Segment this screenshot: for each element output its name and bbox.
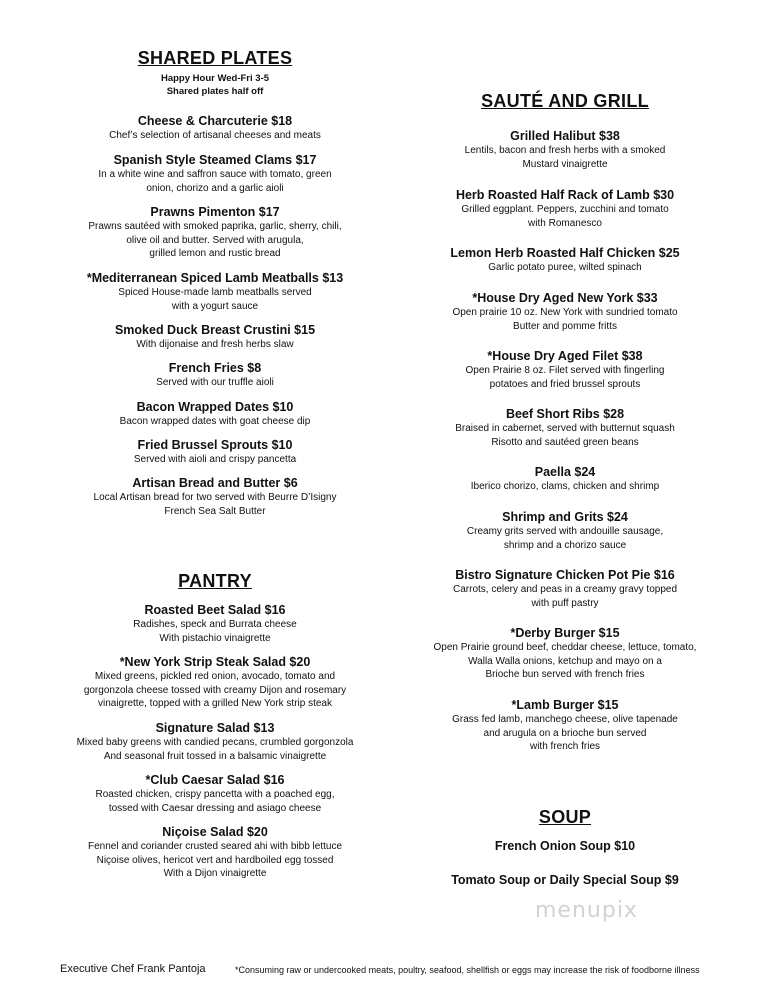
- menu-item: [400, 245, 730, 275]
- item-desc: Served with our truffle aioli: [156, 377, 274, 388]
- item-desc: with Romanesco: [528, 217, 602, 229]
- item-name: Lemon Herb Roasted Half Chicken $25: [450, 246, 680, 260]
- item-name: Tomato Soup or Daily Special Soup $9: [451, 873, 679, 887]
- watermark-logo: menupix: [535, 898, 638, 923]
- menu-item: [40, 152, 390, 195]
- item-desc: Grass fed lamb, manchego cheese, olive tapenade: [452, 714, 678, 725]
- menu-item: [40, 824, 390, 881]
- item-name: Paella $24: [534, 465, 596, 479]
- menu-item: [400, 567, 730, 610]
- menu-item: [400, 187, 730, 230]
- item-desc: olive oil and butter. Served with arugula,: [126, 234, 304, 246]
- item-desc: gorgonzola cheese tossed with creamy Dijon and rosemary: [83, 684, 347, 696]
- menu-item: [40, 437, 390, 467]
- menu-item: [400, 509, 730, 552]
- item-name: *Derby Burger $15: [510, 626, 620, 640]
- footer-chef: Executive Chef Frank Pantoja: [60, 963, 206, 975]
- item-name: Roasted Beet Salad $16: [144, 603, 286, 617]
- item-desc: vinaigrette, topped with a grilled New York strip steak: [97, 698, 332, 709]
- item-desc: with puff pastry: [531, 597, 599, 609]
- item-name: Cheese & Charcuterie $18: [137, 114, 293, 128]
- item-name: *New York Strip Steak Salad $20: [119, 655, 311, 669]
- item-desc: And seasonal fruit tossed in a balsamic vinaigrette: [103, 750, 327, 762]
- item-desc: Niçoise olives, hericot vert and hardboiled egg tossed: [96, 854, 334, 866]
- menu-item: [40, 602, 390, 645]
- menu-item: [400, 464, 730, 494]
- left-column: [40, 0, 390, 994]
- item-desc: Butter and pomme fritts: [513, 320, 617, 332]
- item-desc: Open Prairie 8 oz. Filet served with fingerling: [465, 365, 665, 376]
- item-desc: Garlic potato puree, wilted spinach: [488, 262, 642, 273]
- item-desc: Spiced House-made lamb meatballs served: [118, 287, 312, 298]
- item-name: Grilled Halibut $38: [510, 129, 620, 143]
- item-desc: Fennel and coriander crusted seared ahi with bibb lettuce: [87, 841, 343, 852]
- item-name: Artisan Bread and Butter $6: [132, 476, 298, 490]
- menu-item: [400, 625, 730, 682]
- item-desc: French Sea Salt Butter: [164, 505, 266, 517]
- menu-item: [40, 322, 390, 352]
- item-name: Herb Roasted Half Rack of Lamb $30: [455, 188, 675, 202]
- item-desc: With dijonaise and fresh herbs slaw: [136, 339, 294, 350]
- menu-item: [400, 406, 730, 449]
- section-title-saute-grill: SAUTÉ AND GRILL: [481, 91, 649, 111]
- section-title-shared-plates: SHARED PLATES: [137, 48, 293, 68]
- item-desc: Served with aioli and crispy pancetta: [133, 454, 297, 465]
- item-desc: Radishes, speck and Burrata cheese: [133, 619, 297, 630]
- item-name: *House Dry Aged New York $33: [472, 291, 658, 305]
- item-desc: Local Artisan bread for two served with Beurre D’Isigny: [93, 492, 337, 503]
- soup-section: [400, 807, 730, 828]
- menu-item: [40, 399, 390, 429]
- menu-item: [400, 872, 730, 888]
- item-name: *Club Caesar Salad $16: [145, 773, 285, 787]
- shared-plates-section: [40, 48, 390, 98]
- item-name: Signature Salad $13: [155, 721, 275, 735]
- item-desc: with a yogurt sauce: [171, 300, 259, 312]
- happy-hour-note: Happy Hour Wed-Fri 3-5: [160, 73, 270, 84]
- item-desc: Mustard vinaigrette: [522, 158, 608, 170]
- item-desc: onion, chorizo and a garlic aioli: [146, 182, 284, 194]
- item-name: *Mediterranean Spiced Lamb Meatballs $13: [86, 271, 344, 285]
- item-desc: potatoes and fried brussel sprouts: [489, 378, 641, 390]
- item-desc: Mixed baby greens with candied pecans, crumbled gorgonzola: [76, 737, 354, 748]
- item-name: *Lamb Burger $15: [511, 698, 619, 712]
- item-name: Beef Short Ribs $28: [505, 407, 625, 421]
- item-desc: In a white wine and saffron sauce with tomato, green: [98, 169, 332, 180]
- item-desc: and arugula on a brioche bun served: [483, 727, 647, 739]
- menu-item: [40, 270, 390, 313]
- item-name: Bacon Wrapped Dates $10: [136, 400, 294, 414]
- menu-item: [40, 360, 390, 390]
- footer-disclaimer: *Consuming raw or undercooked meats, poultry, seafood, shellfish or eggs may increase the risk of foodborne illness: [235, 965, 700, 975]
- item-desc: With pistachio vinaigrette: [159, 632, 271, 644]
- item-name: Prawns Pimenton $17: [150, 205, 280, 219]
- item-name: Spanish Style Steamed Clams $17: [113, 153, 317, 167]
- menu-item: [40, 772, 390, 815]
- item-desc: Mixed greens, pickled red onion, avocado, tomato and: [94, 671, 336, 682]
- menu-item: [40, 720, 390, 763]
- item-desc: Walla Walla onions, ketchup and mayo on a: [468, 655, 662, 667]
- item-desc: Grilled eggplant. Peppers, zucchini and tomato: [461, 204, 669, 215]
- item-desc: Creamy grits served with andouille sausage,: [466, 526, 664, 537]
- menu-item: [400, 290, 730, 333]
- item-desc: Risotto and sautéed green beans: [491, 436, 639, 448]
- item-desc: Braised in cabernet, served with butternut squash: [455, 423, 675, 434]
- item-desc: tossed with Caesar dressing and asiago cheese: [108, 802, 322, 814]
- item-desc: With a Dijon vinaigrette: [163, 868, 267, 879]
- item-desc: Prawns sautéed with smoked paprika, garlic, sherry, chili,: [88, 221, 342, 232]
- item-desc: grilled lemon and rustic bread: [149, 248, 281, 259]
- section-title-soup: SOUP: [538, 807, 592, 827]
- menu-item: [400, 348, 730, 391]
- item-desc: Chef’s selection of artisanal cheeses and meats: [109, 130, 321, 141]
- menu-item: [400, 128, 730, 171]
- right-column: [400, 0, 730, 994]
- menu-item: [40, 113, 390, 143]
- item-desc: with french fries: [529, 741, 601, 752]
- menu-item: [40, 654, 390, 711]
- item-desc: Lentils, bacon and fresh herbs with a smoked: [464, 145, 666, 156]
- item-name: Smoked Duck Breast Crustini $15: [114, 323, 316, 337]
- item-desc: Roasted chicken, crispy pancetta with a poached egg,: [95, 789, 335, 800]
- item-name: *House Dry Aged Filet $38: [487, 349, 643, 363]
- item-name: Shrimp and Grits $24: [502, 510, 628, 524]
- menu-item: [40, 204, 390, 261]
- item-name: French Fries $8: [168, 361, 262, 375]
- menu-item: [400, 838, 730, 854]
- item-desc: shrimp and a chorizo sauce: [503, 539, 627, 551]
- item-name: French Onion Soup $10: [494, 839, 636, 853]
- menu-item: [40, 475, 390, 518]
- saute-grill-section: [400, 91, 730, 112]
- menu-item: [400, 697, 730, 754]
- item-desc: Iberico chorizo, clams, chicken and shrimp: [470, 481, 660, 492]
- item-name: Bistro Signature Chicken Pot Pie $16: [455, 568, 675, 582]
- item-desc: Open prairie 10 oz. New York with sundried tomato: [452, 307, 678, 318]
- section-title-pantry: PANTRY: [178, 571, 252, 591]
- item-desc: Brioche bun served with french fries: [485, 669, 645, 680]
- item-desc: Carrots, celery and peas in a creamy gravy topped: [453, 584, 677, 595]
- item-name: Fried Brussel Sprouts $10: [137, 438, 293, 452]
- item-desc: Bacon wrapped dates with goat cheese dip: [119, 416, 311, 427]
- item-desc: Open Prairie ground beef, cheddar cheese, lettuce, tomato,: [433, 642, 697, 653]
- pantry-section: [40, 571, 390, 592]
- half-off-note: Shared plates half off: [166, 86, 264, 97]
- item-name: Niçoise Salad $20: [162, 825, 268, 839]
